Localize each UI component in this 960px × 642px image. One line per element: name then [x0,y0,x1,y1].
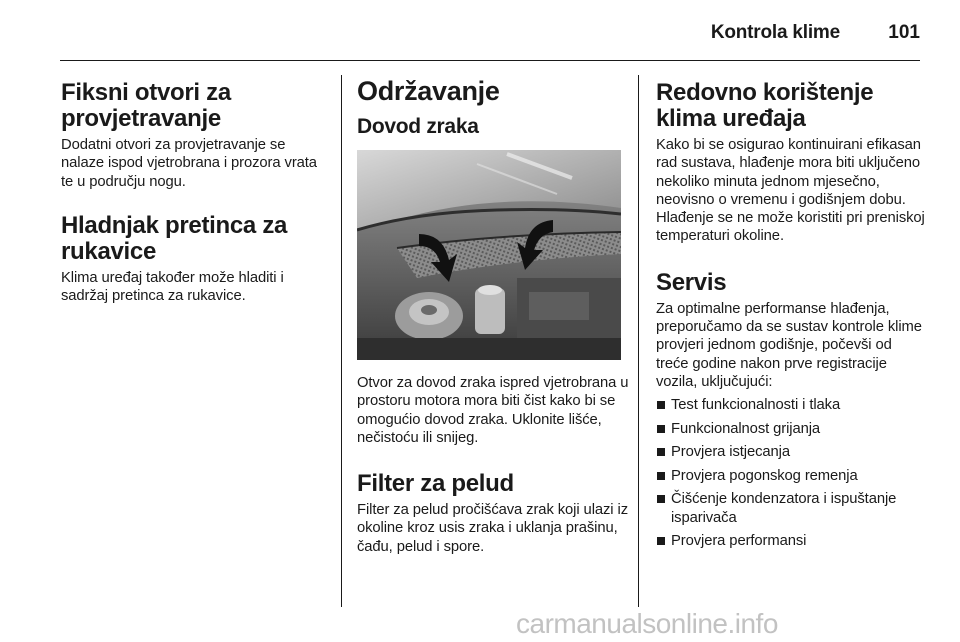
page-number: 101 [888,22,920,43]
middle-column [357,76,629,556]
paragraph-fixed-vents: Dodatni otvori za provjetravanje se nalaze ispod vjetrobrana i prozora vrata te u području nogu. [61,137,317,190]
paragraph-pollen-filter: Filter za pelud pročišćava zrak koji ulazi iz okoline kroz usis zraka i uklanja prašinu, čađu, pelud i spore. [357,502,628,555]
section-heading-regular-use: Redovno korištenje klima uređaja [656,79,874,132]
chapter-title: Kontrola klime [710,22,840,43]
bullet-square-icon [657,425,665,433]
list-item: Test funkcionalnosti i tlaka [656,396,926,414]
page-header [60,14,920,48]
subheading-air-intake: Dovod zraka [357,115,479,138]
bullet-square-icon [657,537,665,545]
list-item: Čišćenje kondenzatora i ispuštanje isparivača [656,490,926,527]
left-column [61,76,329,305]
section-heading-maintenance: Održavanje [357,76,500,106]
list-item: Provjera istjecanja [656,443,926,461]
list-item: Provjera pogonskog remenja [656,467,926,485]
service-checklist [656,396,926,550]
section-heading-glovebox-cooling: Hladnjak pretinca za rukavice [61,211,288,265]
engine-bay-air-inlet-photo [357,150,621,360]
header-divider [60,60,920,61]
bullet-square-icon [657,472,665,480]
section-heading-service: Servis [656,268,727,296]
site-watermark: carmanualsonline.info [516,608,778,639]
list-item: Provjera performansi [656,532,926,550]
column-divider-2 [638,75,639,607]
bullet-square-icon [657,495,665,503]
list-item: Funkcionalnost grijanja [656,420,926,438]
paragraph-service: Za optimalne performanse hlađenja, preporučamo da se sustav kontrole klime provjeri jednom godišnje, počevši od treće godine nakon prve registracije vozila, uključujući: [656,300,922,390]
column-divider-1 [341,75,342,607]
right-column [656,76,926,555]
subheading-pollen-filter: Filter za pelud [357,470,514,498]
bullet-square-icon [657,448,665,456]
section-heading-fixed-vents: Fiksni otvori za provjetravanje [61,79,231,132]
bullet-square-icon [657,401,665,409]
paragraph-air-intake: Otvor za dovod zraka ispred vjetrobrana u prostoru motora mora biti čist kako bi se omogućio dovod zraka. Uklonite lišće, nečistoću ili snijeg. [357,375,629,446]
paragraph-glovebox-cooling: Klima uređaj također može hladiti i sadržaj pretinca za rukavice. [61,269,284,305]
paragraph-regular-use: Kako bi se osigurao kontinuirani efikasan rad sustava, hlađenje mora biti uključeno nekoliko minuta jednom mjesečno, neovisno o vremenu i godišnjem dobu. Hlađenje se ne može koristiti pri preniskoj temperaturi okoline. [656,137,925,245]
